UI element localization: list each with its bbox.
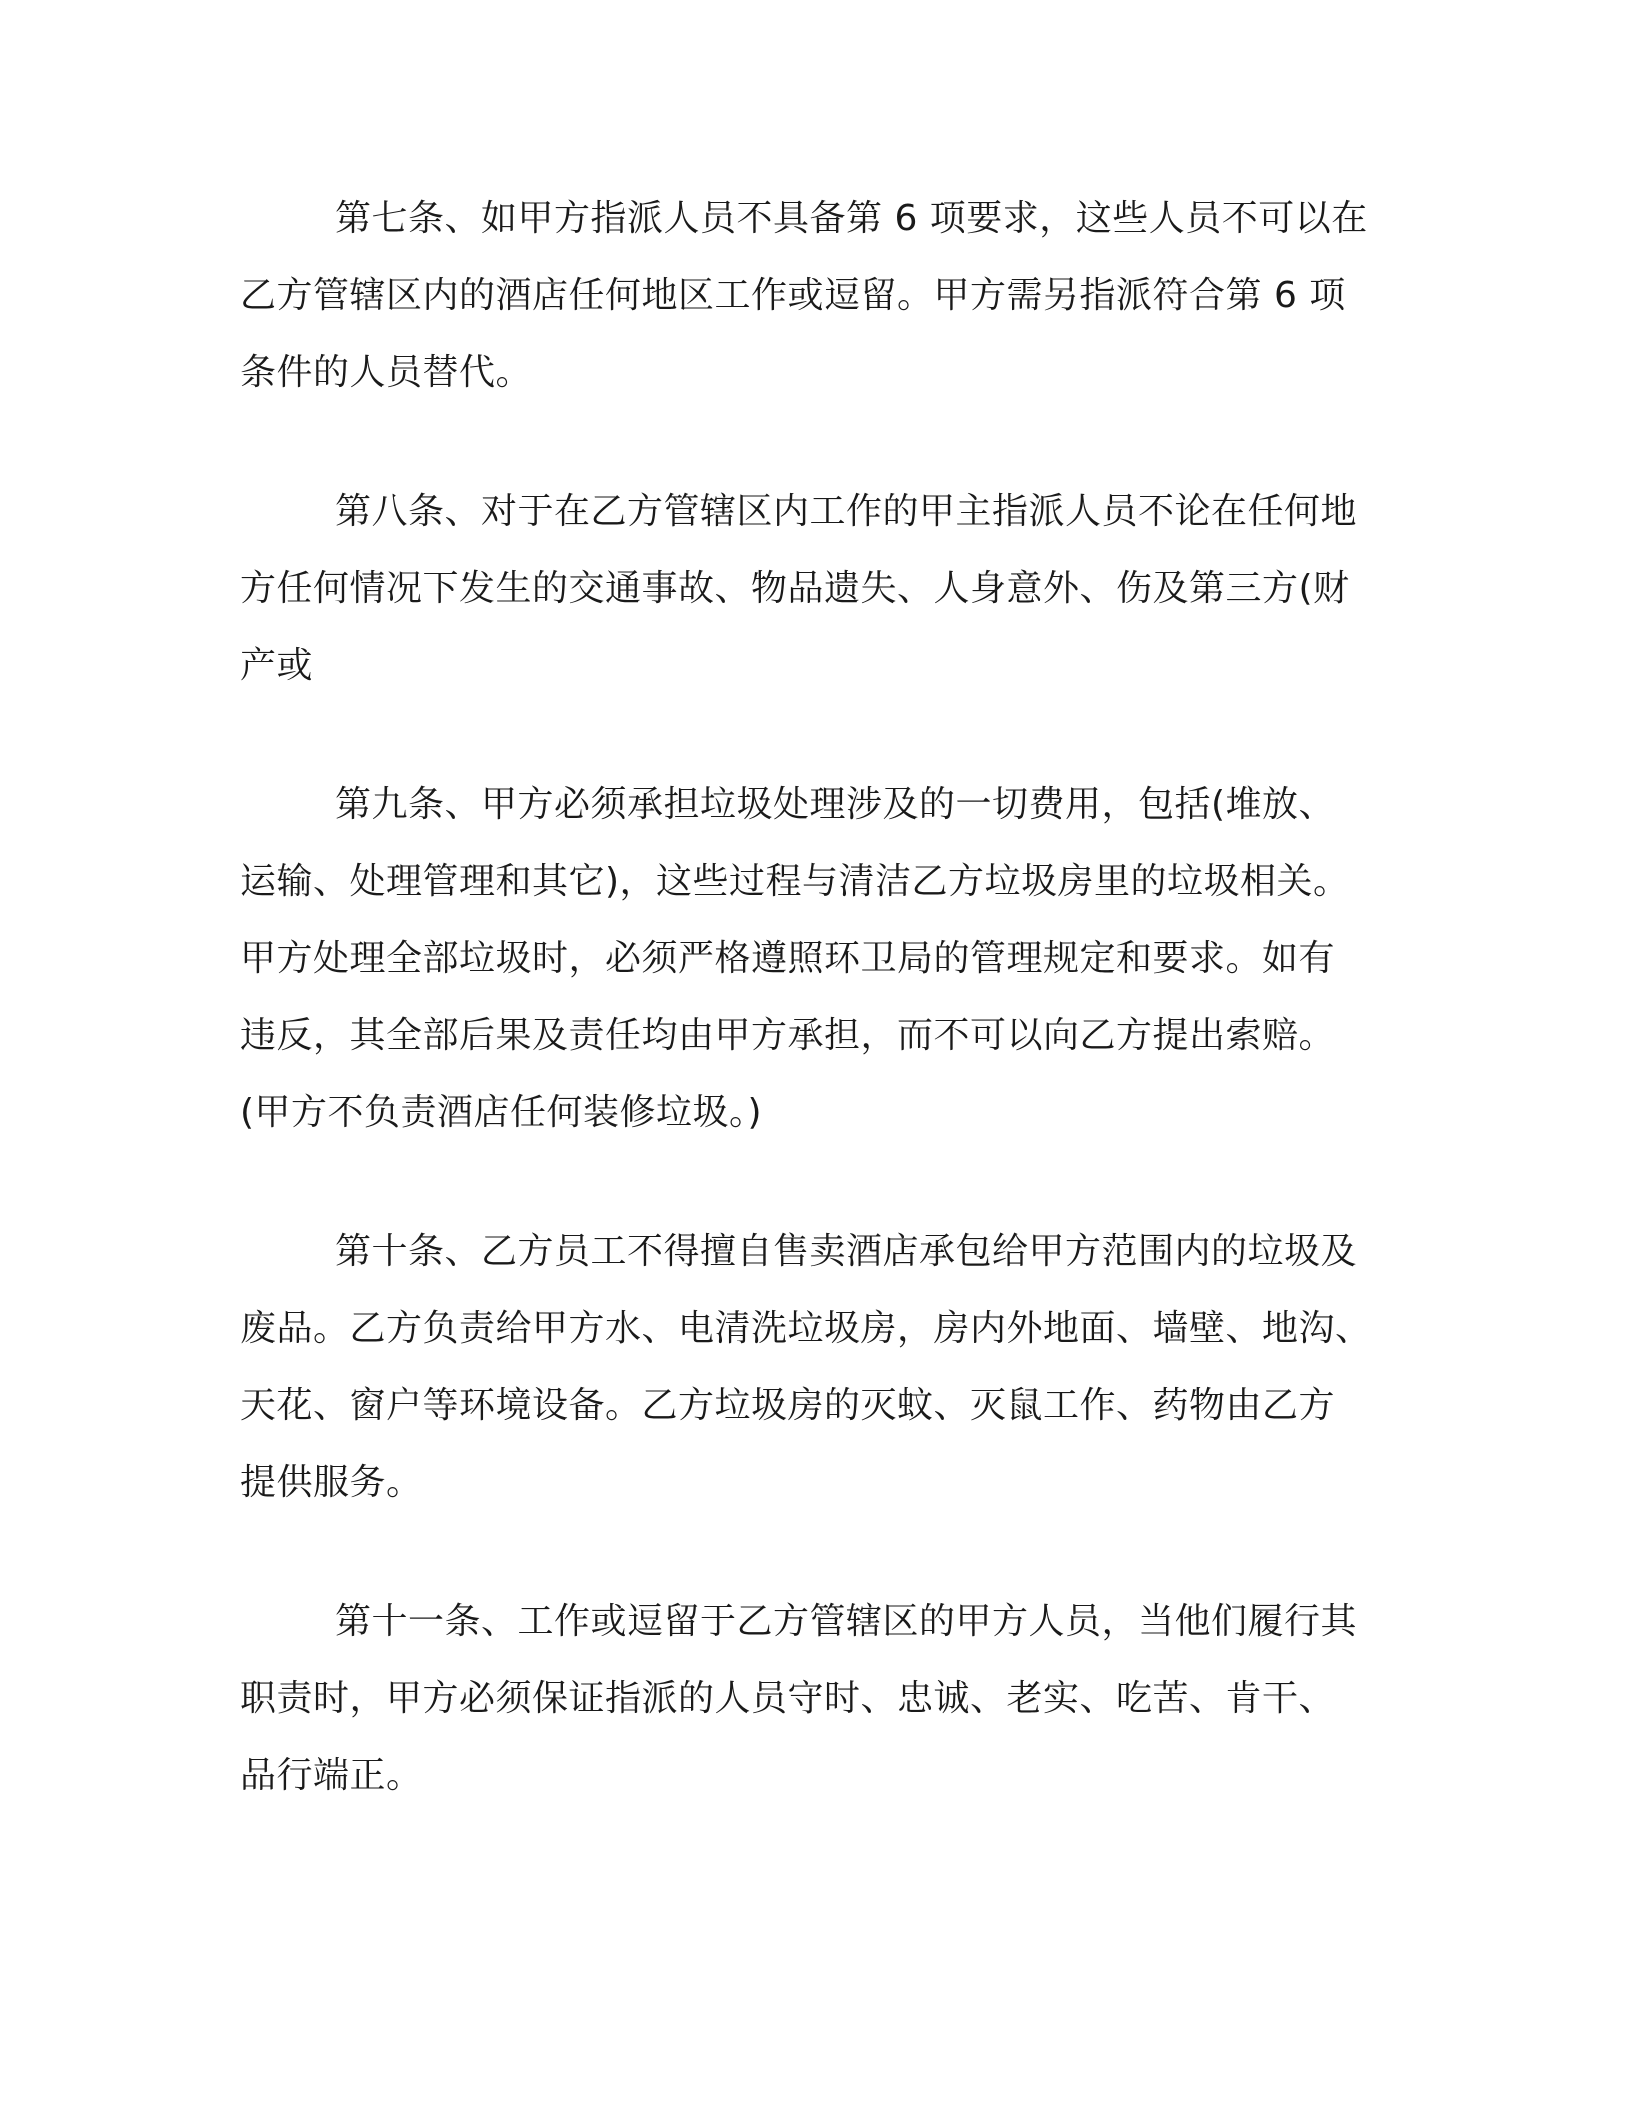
article-9-paragraph [240, 766, 1390, 1151]
article-8-paragraph [240, 473, 1390, 704]
paragraph-line: 第十一条、工作或逗留于乙方管辖区的甲方人员，当他们履行其 [335, 1601, 1358, 1642]
paragraph-line: 天花、窗户等环境设备。乙方垃圾房的灭蚊、灭鼠工作、药物由乙方 [240, 1385, 1336, 1426]
paragraph-line: 职责时，甲方必须保证指派的人员守时、忠诚、老实、吃苦、肯干、 [240, 1678, 1336, 1719]
paragraph-line: 第八条、对于在乙方管辖区内工作的甲主指派人员不论在任何地 [335, 491, 1358, 532]
paragraph-line: 提供服务。 [240, 1462, 423, 1503]
paragraph-line: 违反，其全部后果及责任均由甲方承担，而不可以向乙方提出索赔。 [240, 1015, 1336, 1056]
paragraph-line: 方任何情况下发生的交通事故、物品遗失、人身意外、伤及第三方(财 [240, 568, 1350, 609]
paragraph-line: 甲方处理全部垃圾时，必须严格遵照环卫局的管理规定和要求。如有 [240, 938, 1336, 979]
document-body [240, 180, 1390, 1876]
paragraph-line: 废品。乙方负责给甲方水、电清洗垃圾房，房内外地面、墙壁、地沟、 [240, 1308, 1372, 1349]
paragraph-line: 运输、处理管理和其它)，这些过程与清洁乙方垃圾房里的垃圾相关。 [240, 861, 1350, 902]
article-7-paragraph [240, 180, 1390, 411]
paragraph-line: 第九条、甲方必须承担垃圾处理涉及的一切费用，包括(堆放、 [335, 784, 1336, 825]
paragraph-line: 乙方管辖区内的酒店任何地区工作或逗留。甲方需另指派符合第 6 项 [240, 275, 1346, 316]
paragraph-line: 条件的人员替代。 [240, 352, 533, 393]
paragraph-line: (甲方不负责酒店任何装修垃圾。) [240, 1092, 763, 1133]
article-11-paragraph [240, 1583, 1390, 1814]
paragraph-line: 品行端正。 [240, 1755, 423, 1796]
paragraph-line: 第十条、乙方员工不得擅自售卖酒店承包给甲方范围内的垃圾及 [335, 1231, 1358, 1272]
paragraph-line: 产或 [240, 645, 314, 686]
article-10-paragraph [240, 1213, 1390, 1521]
paragraph-line: 第七条、如甲方指派人员不具备第 6 项要求，这些人员不可以在 [335, 198, 1368, 239]
